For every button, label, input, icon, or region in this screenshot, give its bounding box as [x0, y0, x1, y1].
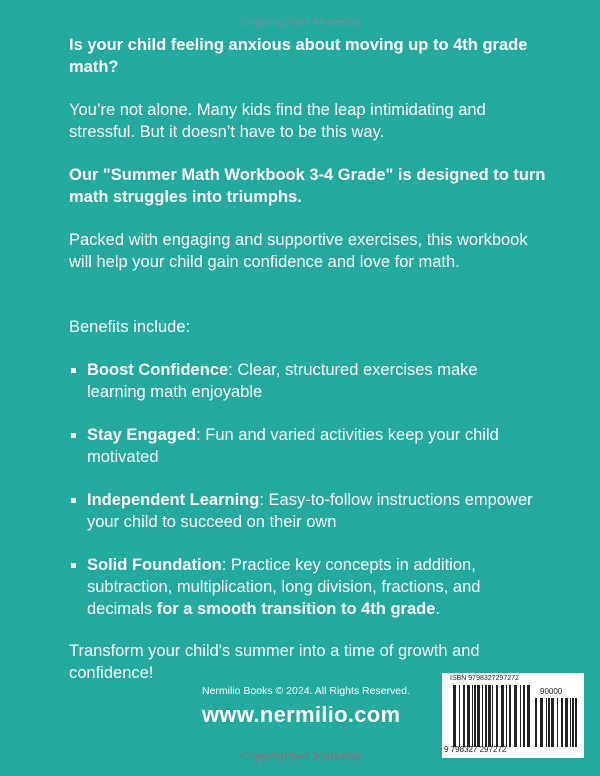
- benefit-item: [69, 424, 539, 468]
- watermark-bottom: Copyrighted Material: [239, 750, 361, 763]
- bullet-icon: [71, 433, 76, 438]
- benefit-item: [69, 489, 539, 533]
- barcode-bars: [453, 685, 531, 747]
- isbn-barcode: [442, 673, 584, 758]
- barcode-digits: 9 798327 297272: [444, 745, 507, 754]
- benefit-highlight: for a smooth transition to 4th grade: [156, 600, 436, 618]
- website-url: www.nermilio.com: [202, 702, 401, 727]
- isbn-label: ISBN 9798327297272: [450, 675, 519, 682]
- benefit-end: .: [435, 600, 440, 618]
- benefit-item: [69, 554, 539, 620]
- benefit-title: Independent Learning: [87, 491, 260, 509]
- closing-paragraph: Transform your child's summer into a time of growth and confidence!: [69, 642, 480, 682]
- benefit-text: : Easy-to-follow instructions empower your child to succeed on their own: [87, 491, 533, 531]
- headline: Is your child feeling anxious about moving up to 4th grade math?: [69, 36, 528, 76]
- copyright-text: Nermilio Books © 2024. All Rights Reserved.: [202, 685, 410, 697]
- benefit-title: Boost Confidence: [87, 361, 229, 379]
- benefit-text: : Practice key concepts in addition, subtraction, multiplication, long division, fractions, and decimals: [87, 556, 481, 618]
- packed-paragraph: Packed with engaging and supportive exercises, this workbook will help your child gain confidence and love for math.: [69, 231, 528, 271]
- intro-paragraph: You’re not alone. Many kids find the leap intimidating and stressful. But it doesn’t have to be this way.: [69, 101, 486, 141]
- bullet-icon: [71, 563, 76, 568]
- benefit-item: [69, 359, 539, 403]
- benefit-title: Stay Engaged: [87, 426, 197, 444]
- benefits-intro: Benefits include:: [69, 318, 191, 336]
- benefit-text: : Fun and varied activities keep your child motivated: [87, 426, 499, 466]
- workbook-paragraph: Our "Summer Math Workbook 3-4 Grade" is designed to turn math struggles into triumphs.: [69, 166, 546, 206]
- bullet-icon: [71, 368, 76, 373]
- addon-bars: [535, 698, 577, 747]
- bullet-icon: [71, 498, 76, 503]
- benefit-text: : Clear, structured exercises make learning math enjoyable: [87, 361, 478, 401]
- barcode-addon-number: 90000: [540, 687, 563, 696]
- watermark-top: Copyrighted Material: [239, 16, 361, 29]
- benefit-title: Solid Foundation: [87, 556, 222, 574]
